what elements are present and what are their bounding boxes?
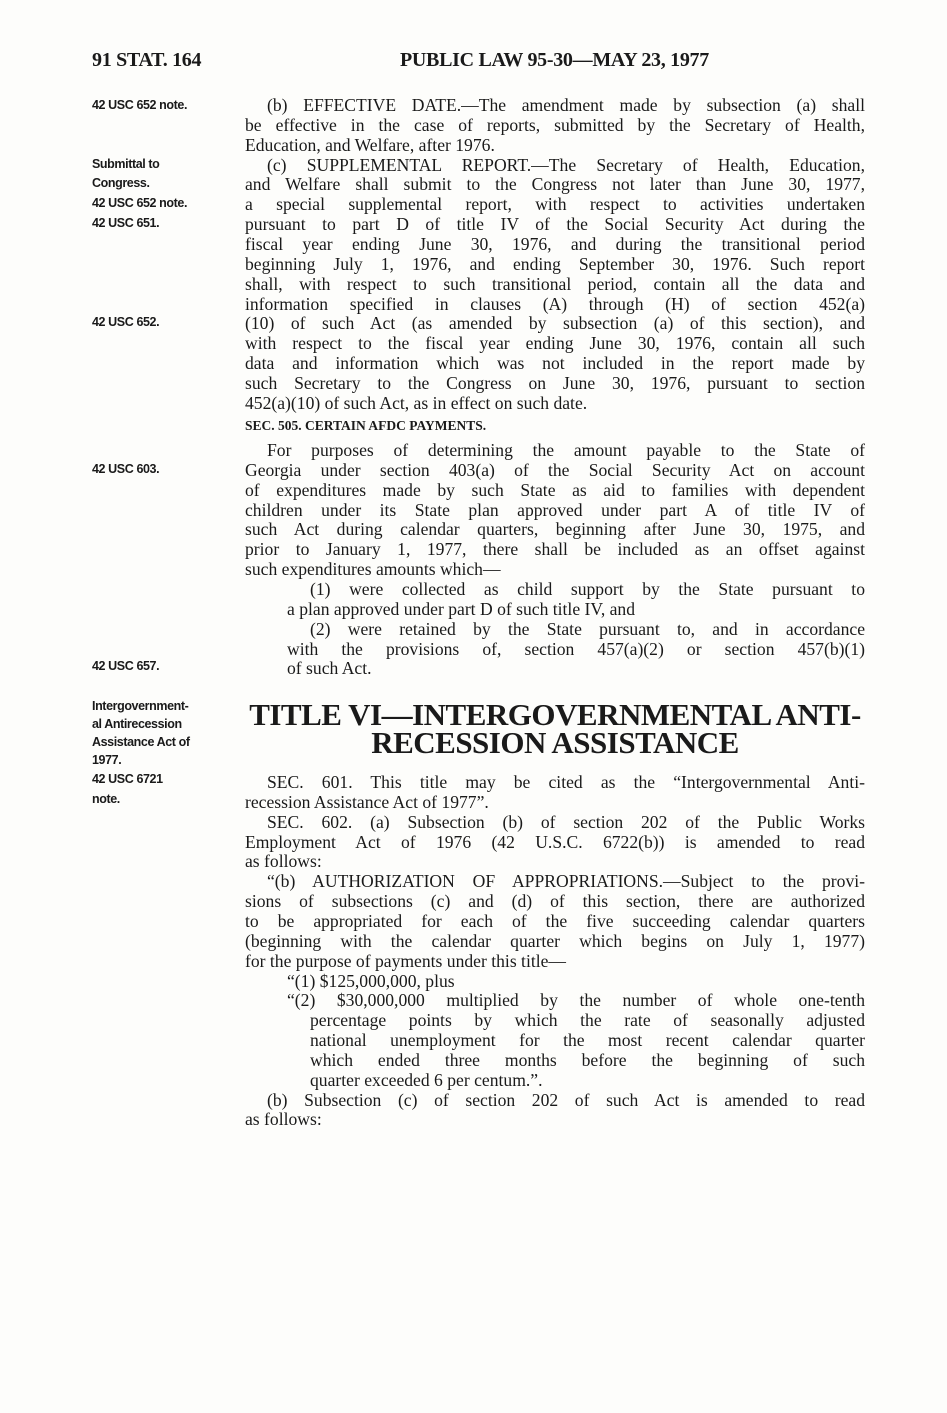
- text-line: with the provisions of, section 457(a)(2) or section 457(b)(1): [287, 638, 865, 659]
- text-line: percentage points by which the rate of seasonally adjusted: [310, 1010, 865, 1031]
- margin-note: Congress.: [92, 176, 150, 190]
- running-header: PUBLIC LAW 95-30—MAY 23, 1977: [400, 49, 709, 71]
- text-line: be effective in the case of reports, submitted by the Secretary of Health,: [245, 114, 865, 135]
- margin-note: note.: [92, 792, 120, 806]
- text-line: Georgia under section 403(a) of the Social Security Act on account: [245, 459, 865, 480]
- margin-note: 1977.: [92, 753, 122, 767]
- text-line: For purposes of determining the amount payable to the State of: [267, 440, 865, 460]
- text-line: SEC. 601. This title may be cited as the “Intergovernmental Anti-: [267, 772, 865, 792]
- title-heading-line-2: RECESSION ASSISTANCE: [371, 725, 739, 760]
- text-line: for the purpose of payments under this title—: [245, 950, 567, 971]
- margin-note: Intergovernment-: [92, 699, 189, 713]
- text-line: a special supplemental report, with respect to activities undertaken: [245, 194, 865, 215]
- title-heading-line-1: TITLE VI—INTERGOVERNMENTAL ANTI-: [249, 697, 861, 732]
- margin-note: 42 USC 652.: [92, 315, 160, 329]
- text-line: to be appropriated for each of the five succeeding calendar quarters: [245, 910, 865, 931]
- statute-page-number: 91 STAT. 164: [92, 49, 202, 71]
- text-line: data and information which was not included in the report made by: [245, 353, 865, 374]
- text-line: Education, and Welfare, after 1976.: [245, 134, 495, 155]
- margin-note: al Antirecession: [92, 717, 182, 731]
- margin-note: Assistance Act of: [92, 735, 190, 749]
- text-line: “(b) AUTHORIZATION OF APPROPRIATIONS.—Subject to the provi-: [267, 871, 865, 892]
- text-line: quarter exceeded 6 per centum.”.: [310, 1069, 543, 1090]
- text-line: such Act during calendar quarters, beginning after June 30, 1975, and: [245, 519, 865, 540]
- text-line: (10) of such Act (as amended by subsection (a) of this section), and: [245, 313, 865, 334]
- text-line: a plan approved under part D of such title IV, and: [287, 598, 636, 619]
- margin-note: 42 USC 652 note.: [92, 196, 188, 210]
- text-line: such Secretary to the Congress on June 30, 1976, pursuant to section: [245, 372, 865, 393]
- margin-note: 42 USC 652 note.: [92, 98, 188, 112]
- text-line: of expenditures made by such State as aid to families with dependent: [245, 479, 865, 500]
- margin-note: 42 USC 6721: [92, 772, 163, 786]
- text-line: (1) were collected as child support by the State pursuant to: [310, 578, 865, 599]
- text-line: which ended three months before the beginning of such: [310, 1049, 865, 1070]
- text-line: beginning July 1, 1976, and ending September 30, 1976. Such report: [245, 253, 865, 274]
- text-line: national unemployment for the most recent calendar quarter: [310, 1030, 865, 1051]
- text-line: “(1) $125,000,000, plus: [287, 970, 455, 991]
- section-heading: SEC. 505. CERTAIN AFDC PAYMENTS.: [245, 418, 487, 433]
- margin-note: 42 USC 603.: [92, 462, 160, 476]
- text-line: fiscal year ending June 30, 1976, and during the transitional period: [245, 233, 865, 254]
- text-line: SEC. 602. (a) Subsection (b) of section 202 of the Public Works: [267, 811, 865, 832]
- text-line: as follows:: [245, 851, 322, 872]
- text-line: (2) were retained by the State pursuant to, and in accordance: [310, 618, 865, 639]
- text-line: pursuant to part D of title IV of the Social Security Act during the: [245, 214, 865, 235]
- text-line: (b) Subsection (c) of section 202 of such Act is amended to read: [267, 1089, 865, 1110]
- text-line: (c) SUPPLEMENTAL REPORT.—The Secretary of Health, Education,: [267, 154, 865, 175]
- margin-note: Submittal to: [92, 157, 160, 171]
- text-line: and Welfare shall submit to the Congress not later than June 30, 1977,: [245, 174, 865, 195]
- text-line: (beginning with the calendar quarter which begins on July 1, 1977): [245, 930, 865, 951]
- text-line: as follows:: [245, 1109, 322, 1130]
- text-line: with respect to the fiscal year ending June 30, 1976, contain all such: [245, 333, 865, 354]
- text-line: children under its State plan approved under part A of title IV of: [245, 499, 865, 520]
- text-line: (b) EFFECTIVE DATE.—The amendment made by subsection (a) shall: [267, 95, 865, 115]
- text-line: shall, with respect to such transitional period, contain all the data and: [245, 273, 865, 294]
- text-line: such expenditures amounts which—: [245, 559, 501, 580]
- text-line: of such Act.: [287, 658, 372, 679]
- text-line: recession Assistance Act of 1977”.: [245, 791, 489, 812]
- margin-note: 42 USC 651.: [92, 216, 160, 230]
- text-line: “(2) $30,000,000 multiplied by the number of whole one-tenth: [287, 990, 865, 1011]
- text-line: 452(a)(10) of such Act, as in effect on such date.: [245, 392, 588, 413]
- text-line: prior to January 1, 1977, there shall be included as an offset against: [245, 539, 865, 560]
- text-line: Employment Act of 1976 (42 U.S.C. 6722(b)) is amended to read: [245, 831, 865, 852]
- text-line: sions of subsections (c) and (d) of this section, there are authorized: [245, 891, 865, 912]
- margin-note: 42 USC 657.: [92, 659, 160, 673]
- text-line: information specified in clauses (A) through (H) of section 452(a): [245, 293, 865, 314]
